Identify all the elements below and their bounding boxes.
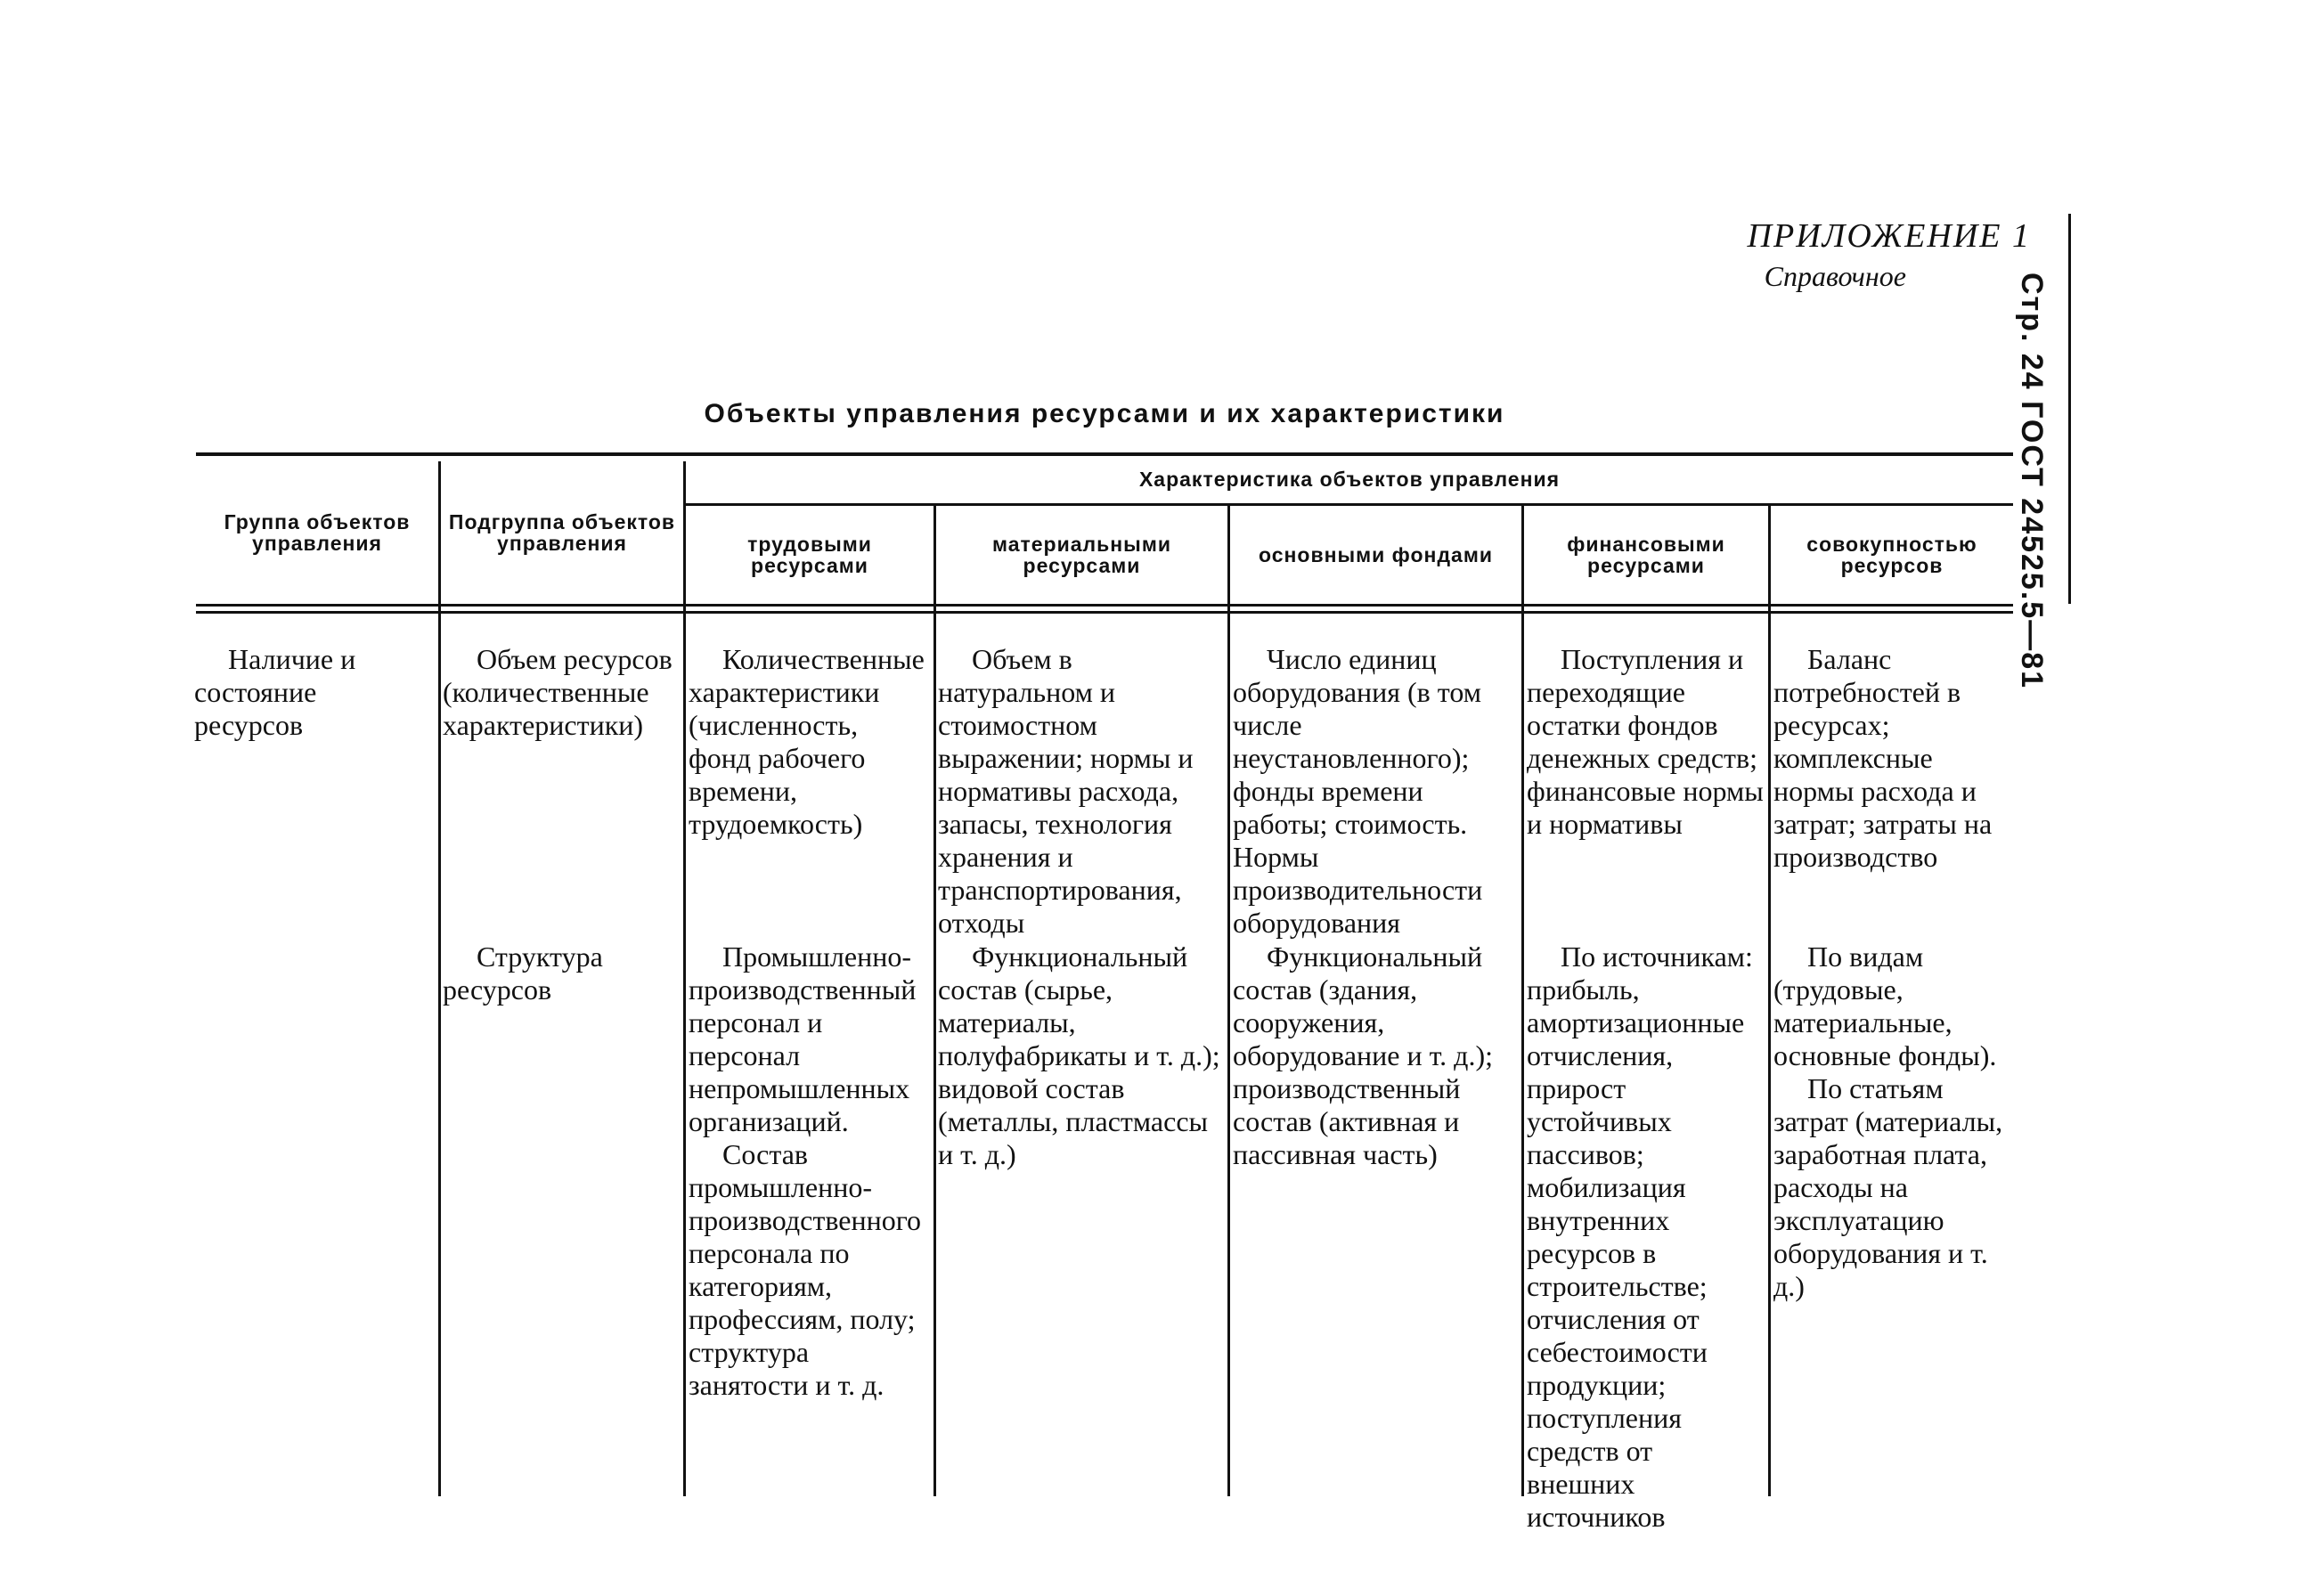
row1-material-cell (938, 643, 1221, 940)
row1-subgroup: Объем ресурсов (количественные характеристики) (443, 643, 673, 741)
page-side-label: Стр. 24 ГОСТ 24525.5—81 (2015, 272, 2049, 690)
row1-total-text: Баланс потребностей в ресурсах; комплексные нормы расхода и затрат; затраты на производство (1773, 643, 1993, 873)
group-text: Наличие и состояние ресурсов (194, 643, 356, 741)
table-title: Объекты управления ресурсами и их характеристики (704, 399, 1505, 428)
row2-material-cell (938, 940, 1221, 1171)
header-material: материальными ресурсами (992, 532, 1171, 577)
header-financial: финансовыми ресурсами (1567, 532, 1725, 577)
col-divider-4 (1227, 506, 1230, 1496)
row1-subgroup-cell (443, 643, 680, 742)
group-cell (194, 643, 424, 742)
row2-total-cell (1773, 940, 2009, 1303)
col-divider-3 (933, 506, 936, 1496)
row1-financial-text: Поступления и переходящие остатки фондов денежных средств; финансовые нормы и нормативы (1527, 643, 1764, 840)
header-fixed-assets: основными фондами (1258, 542, 1493, 566)
row2-material-text: Функциональный состав (сырье, материалы, полуфабрикаты и т. д.); видовой состав (металлы, пластмассы и т. д.) (938, 940, 1220, 1170)
col-divider-2 (683, 461, 686, 1496)
row1-financial-cell (1527, 643, 1764, 841)
header-labor: трудовыми ресурсами (747, 532, 872, 577)
side-rule (2068, 214, 2071, 604)
row2-fixed-text: Функциональный состав (здания, сооружения, оборудование и т. д.); производственный состав (активная и пассивная часть) (1233, 940, 1493, 1170)
row2-labor-text-2: Состав промышленно-производственного персонала по категориям, профессиям, полу; структура занятости и т. д. (689, 1138, 922, 1401)
header-bottom-rule-2 (196, 611, 2013, 614)
appendix-title: ПРИЛОЖЕНИЕ 1 (1747, 217, 2031, 255)
row2-subgroup-cell (443, 940, 680, 1006)
row2-financial-text: По источникам: прибыль, амортизационные отчисления, прирост устойчивых пассивов; мобилизация внутренних ресурсов в строительстве; отчисления от себестоимости продукции; поступления средств от внешних источников (1527, 940, 1753, 1533)
header-total: совокупностью ресурсов (1806, 532, 1977, 577)
row1-material-text: Объем в натуральном и стоимостном выражении; нормы и нормативы расхода, запасы, технология хранения и транспортирования, отходы (938, 643, 1194, 939)
col-divider-6 (1768, 506, 1771, 1496)
row2-total-text-2: По статьям затрат (материалы, заработная плата, расходы на эксплуатацию оборудования и т. д.) (1773, 1072, 2003, 1302)
row1-labor-cell (689, 643, 927, 841)
header-characteristic: Характеристика объектов управления (1138, 468, 1561, 492)
col-divider-5 (1521, 506, 1524, 1496)
row2-total-text-1: По видам (трудовые, материальные, основные фонды). (1773, 940, 1997, 1071)
header-subgroup: Подгруппа объектов управления (448, 509, 676, 555)
header-group: Группа объектов управления (224, 509, 411, 555)
appendix-subtitle: Справочное (1764, 260, 1906, 292)
row2-subgroup: Структура ресурсов (443, 940, 603, 1006)
row1-fixed-text: Число единиц оборудования (в том числе неустановленного); фонды времени работы; стоимость. Нормы производительности оборудования (1233, 643, 1483, 939)
row1-labor-text: Количественные характеристики (численность, фонд рабочего времени, трудоемкость) (689, 643, 925, 840)
row1-total-cell (1773, 643, 2009, 874)
row2-labor-text-1: Промышленно-производственный персонал и персонал непромышленных организаций. (689, 940, 917, 1137)
row2-labor-cell (689, 940, 927, 1402)
col-divider-1 (438, 461, 441, 1496)
header-bottom-rule-1 (196, 604, 2013, 607)
row2-financial-cell (1527, 940, 1764, 1534)
row2-fixed-cell (1233, 940, 1516, 1171)
row1-fixed-cell (1233, 643, 1516, 940)
